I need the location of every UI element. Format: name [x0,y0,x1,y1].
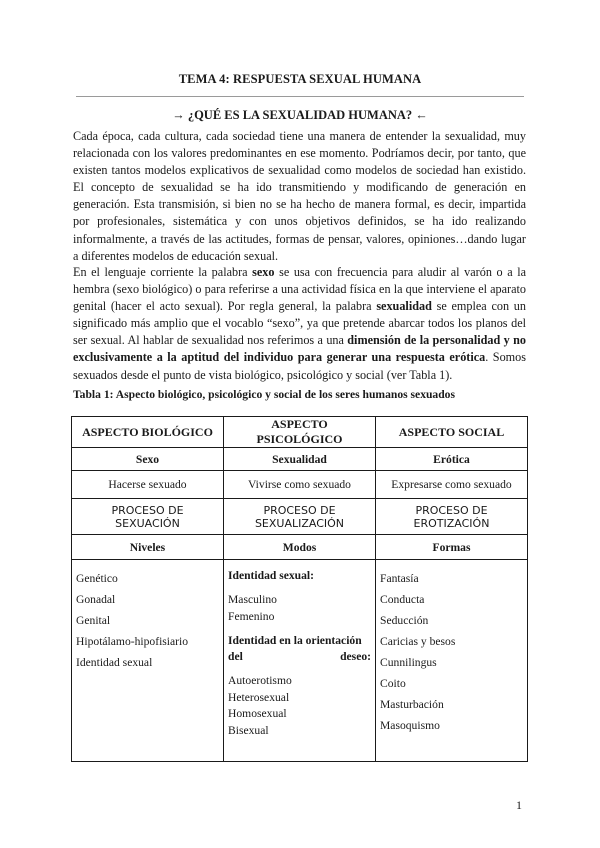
niveles-list [72,560,224,762]
list-item: Genético [76,572,118,585]
paragraph-2 [73,264,526,384]
identity-label: Identidad sexual: [228,569,315,582]
concept-sexo: Sexo [72,448,224,471]
process-cell [224,499,376,535]
subheader-modos: Modos [224,535,376,560]
list-item: Masoquismo [380,719,440,732]
header-social: ASPECTO SOCIAL [376,417,528,448]
aspects-table [71,416,528,762]
process-cell [376,499,528,535]
list-item: Coito [380,677,406,690]
process-line: PROCESO DE [111,503,184,517]
process-row [72,499,528,535]
modos-list [224,560,376,762]
concept-sexualidad: Sexualidad [224,448,376,471]
definition-emphasis: dimensión de la personalidad y no exclusivamente a la aptitud del individuo para generar una respuesta erótica [73,333,526,365]
subheader-formas: Formas [376,535,528,560]
list-item: Bisexual [228,723,269,737]
section-heading: → ¿QUÉ ES LA SEXUALIDAD HUMANA? ← [172,108,428,122]
page-title: TEMA 4: RESPUESTA SEXUAL HUMANA [178,72,422,86]
paragraph-1: Cada época, cada cultura, cada sociedad tiene una manera de entender la sexualidad, muy relacionada con los valores predominantes en ese momento. Podríamos decir, por tanto, que existen tantos modelos explicativos de sexualidad como modelos de sociedad han existido. El concepto de sexualidad se ha ido transmitiendo y modificando de generación en generación. Esta transmisión, si bien no se ha hecho de manera formal, es decir, impartida por profesionales, sistemática y con unos objetivos definidos, se ha ido realizando informalmente, a través de las actitudes, formas de pensar, valores, opiniones…dando lugar a diferentes modelos de educación sexual. [73,129,526,263]
orientation-label: Identidad en la orientación del deseo: [228,634,371,663]
term-sexualidad: sexualidad [376,299,432,314]
paragraph-2-text: . Somos sexuados desde el punto de vista biológico, psicológico y social (ver Tabla 1). [73,350,526,382]
list-item: Masculino [228,593,277,606]
process-cell [72,499,224,535]
process-line: PROCESO DE [415,503,488,517]
description-row [72,471,528,499]
list-item: Autoerotismo [228,674,292,687]
header-psychological: ASPECTO PSICOLÓGICO [224,417,376,448]
paragraph-2-text: se emplea con un significado más amplio que el vocablo “sexo”, ya que pretende abarcar todos los planos del ser sexual. Al hablar de sexualidad nos referimos a una [73,299,526,348]
list-item: Homosexual [228,707,287,720]
formas-list [376,560,528,762]
list-item: Hipotálamo-hipofisiario [76,635,189,648]
process-line: EROTIZACIÓN [413,516,490,530]
list-item: Identidad sexual [76,656,153,669]
list-item: Genital [76,614,111,627]
list-item: Cunnilingus [380,656,437,669]
header-biological: ASPECTO BIOLÓGICO [72,417,224,448]
process-line: SEXUACIÓN [115,516,180,530]
concept-row [72,448,528,471]
list-item: Gonadal [76,593,116,606]
process-line: PROCESO DE [263,503,336,517]
paragraph-2-text: se usa con frecuencia para aludir al varón o a la hembra (sexo biológico) o para referirse a una actividad física en la que interviene el aparato genital (hacer el acto sexual). Por regla general, la palabra [73,265,526,314]
process-line: SEXUALIZACIÓN [254,516,345,530]
list-row [72,560,528,762]
list-item: Conducta [380,593,425,606]
subheader-niveles: Niveles [72,535,224,560]
list-item: Femenino [228,609,275,623]
description-cell: Hacerse sexuado [72,471,224,499]
list-item: Heterosexual [228,690,290,704]
concept-erotica: Erótica [376,448,528,471]
description-cell: Vivirse como sexuado [224,471,376,499]
list-item: Seducción [380,614,429,627]
page-number: 1 [516,798,522,812]
paragraph-2-text: En el lenguaje corriente la palabra [73,265,253,279]
subheader-row [72,535,528,560]
title-divider [76,96,524,97]
term-sexo: sexo [252,265,275,279]
description-cell: Expresarse como sexuado [376,471,528,499]
table-caption: Tabla 1: Aspecto biológico, psicológico y social de los seres humanos sexuados [73,388,455,401]
list-item: Caricias y besos [380,635,456,648]
list-item: Masturbación [380,698,444,711]
list-item: Fantasía [380,572,419,585]
table-header-row [72,417,528,448]
